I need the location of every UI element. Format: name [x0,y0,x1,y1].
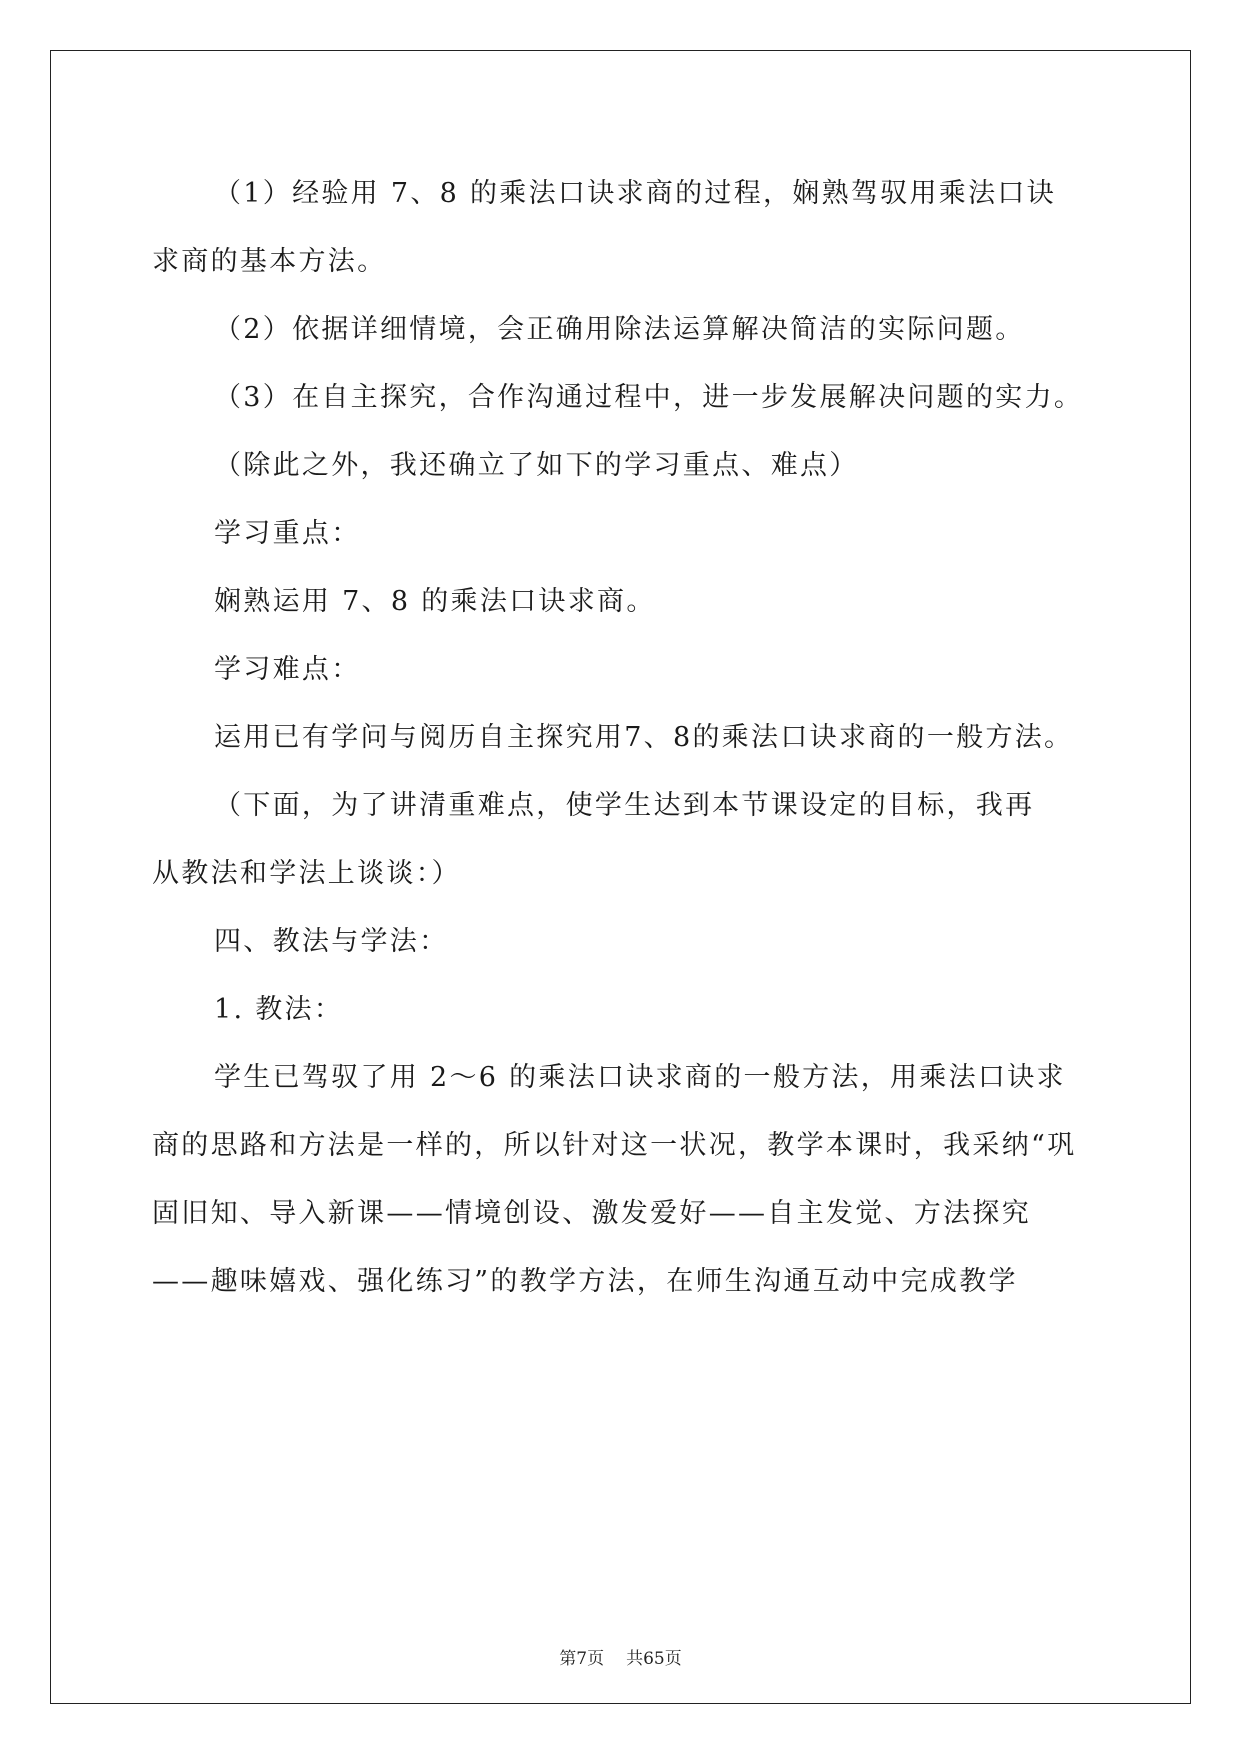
page-footer [0,1644,1241,1669]
text-line: 娴熟运用 7、8 的乘法口诀求商。 [214,586,656,617]
subsection-heading: 1. 教法： [214,994,344,1025]
text-line: 求商的基本方法。 [152,246,387,277]
total-pages-label: 共65页 [626,1649,682,1669]
section-heading: 学习难点： [214,654,361,685]
text-line: （2）依据详细情境，会正确用除法运算解决简洁的实际问题。 [214,314,1025,345]
section-heading: 四、教法与学法： [214,926,449,957]
text-line: （除此之外，我还确立了如下的学习重点、难点） [214,450,859,481]
text-line: 学生已驾驭了用 2～6 的乘法口诀求商的一般方法，用乘法口诀求 [214,1062,1066,1093]
text-line: （3）在自主探究，合作沟通过程中，进一步发展解决问题的实力。 [214,382,1084,413]
text-line: 商的思路和方法是一样的，所以针对这一状况，教学本课时，我采纳“巩 [152,1130,1077,1161]
document-body [152,160,1092,1316]
text-line: （下面，为了讲清重难点，使学生达到本节课设定的目标，我再 [214,790,1035,821]
section-heading: 学习重点： [214,518,361,549]
current-page-label: 第7页 [559,1649,605,1669]
text-line: 固旧知、导入新课——情境创设、激发爱好——自主发觉、方法探究 [152,1198,1031,1229]
text-line: 从教法和学法上谈谈：） [152,858,461,889]
text-line: 运用已有学问与阅历自主探究用7、8的乘法口诀求商的一般方法。 [214,722,1074,753]
text-line: （1）经验用 7、8 的乘法口诀求商的过程，娴熟驾驭用乘法口诀 [214,178,1056,209]
text-line: ——趣味嬉戏、强化练习”的教学方法，在师生沟通互动中完成教学 [152,1266,1018,1297]
